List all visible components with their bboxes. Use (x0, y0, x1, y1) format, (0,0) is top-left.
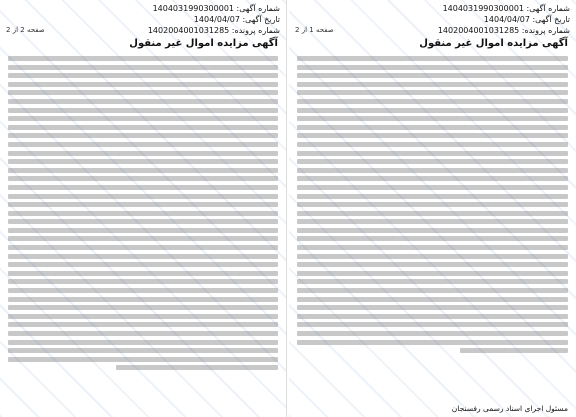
closing-signature-line: مسئول اجرای اسناد رسمی رفسنجان (451, 404, 568, 413)
ad-number: شماره آگهی: 1404031990300001 (442, 4, 570, 13)
case-number: شماره پرونده: 1402004001031285 (437, 26, 570, 35)
ad-number: شماره آگهی: 1404031990300001 (152, 4, 280, 13)
body-text-placeholder (297, 56, 568, 357)
section-title: آگهی مزایده اموال غیر منقول (419, 38, 568, 49)
case-number: شماره پرونده: 1402004001031285 (147, 26, 280, 35)
document-meta (148, 3, 280, 36)
page-number: صفحه 1 از 2 (295, 26, 334, 34)
body-text-placeholder (8, 56, 278, 374)
section-title: آگهی مزایده اموال غیر منقول (129, 38, 278, 49)
ad-date: تاریخ آگهی: 1404/04/07 (193, 15, 280, 24)
document-meta (438, 3, 570, 36)
page-number: صفحه 2 از 2 (6, 26, 45, 34)
document-page-1 (289, 0, 576, 417)
document-page-2 (0, 0, 287, 417)
ad-date: تاریخ آگهی: 1404/04/07 (483, 15, 570, 24)
